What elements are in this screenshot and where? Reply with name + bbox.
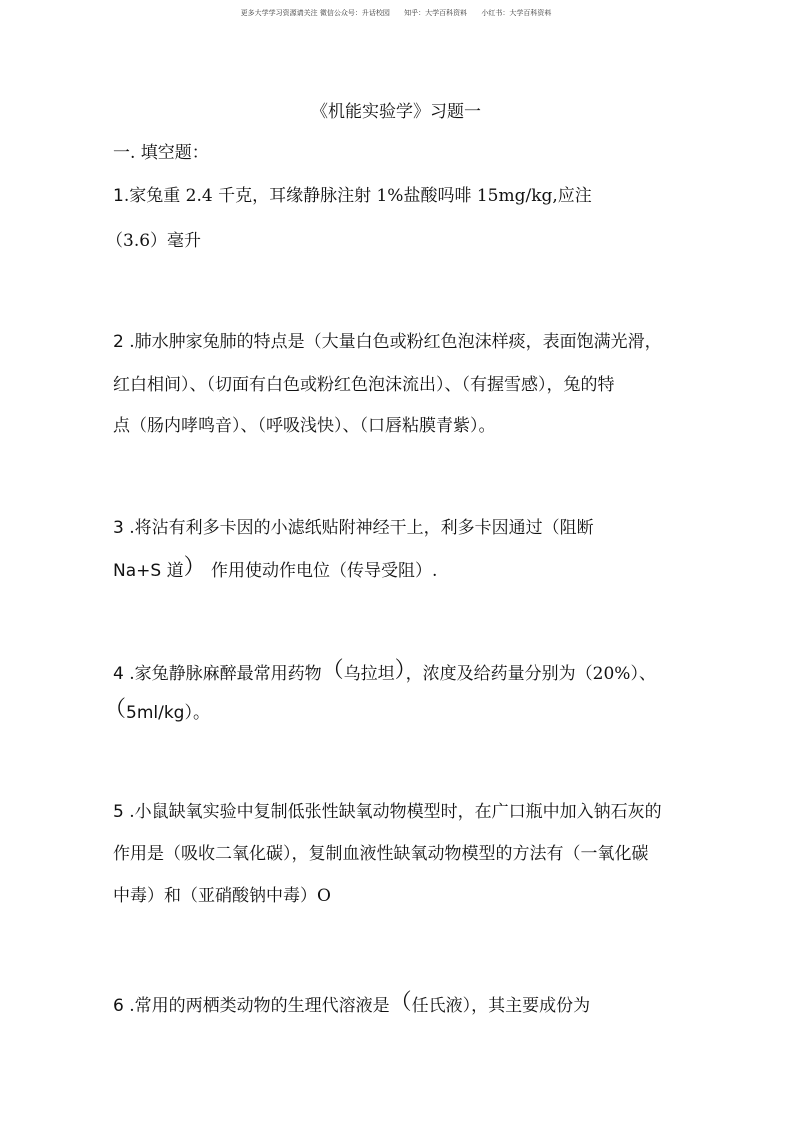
question-5-line-2: 作用是（吸收二氧化碳），复制血液性缺氧动物模型的方法有（一氧化碳 xyxy=(113,844,649,864)
question-2-number: 2 xyxy=(113,332,124,352)
document-title: 《机能实验学》习题一 xyxy=(311,102,481,122)
question-4-line-1 xyxy=(113,653,656,684)
question-3-line-2 xyxy=(113,550,437,581)
question-4-text-1a: .家兔静脉麻醉最常用药物 xyxy=(123,664,322,684)
header-note-zhihu: 知乎：大学百科资料 xyxy=(404,9,468,17)
question-4-number: 4 xyxy=(113,664,124,684)
question-4-drug: 乌拉坦 xyxy=(343,664,395,684)
question-6-open-paren: （ xyxy=(389,990,412,1015)
question-4-line-2-paren: （ xyxy=(104,697,127,722)
question-4-line-2 xyxy=(104,692,210,723)
question-3-number: 3 xyxy=(113,518,124,538)
question-1-line-2: （3.6）毫升 xyxy=(106,231,202,251)
question-3-text-2a: Na+S 道 xyxy=(113,561,184,581)
question-1-number: 1 xyxy=(113,186,124,206)
question-3-text-2b: 作用使动作电位（传导受阻）. xyxy=(205,561,438,581)
question-3-line-1 xyxy=(113,513,594,538)
question-1-line-1 xyxy=(113,181,592,206)
question-1-text-1: .家兔重 2.4 千克，耳缘静脉注射 1%盐酸吗啡 15mg/kg,应注 xyxy=(123,186,592,206)
question-5-number: 5 xyxy=(113,802,124,822)
question-3-text-1: .将沾有利多卡因的小滤纸贴附神经干上，利多卡因通过（阻断 xyxy=(123,518,594,538)
question-2-text-1: .肺水肿家兔肺的特点是（大量白色或粉红色泡沫样痰，表面饱满光滑， xyxy=(123,332,662,352)
header-note-wechat: 更多大学学习资源请关注 微信公众号：升话校园 xyxy=(240,9,390,17)
question-6-text-1a: .常用的两栖类动物的生理代溶液是 xyxy=(123,996,390,1016)
header-note-xiaohongshu: 小红书：大学百科资料 xyxy=(481,9,552,17)
question-4-open-paren: （ xyxy=(321,658,344,683)
question-4-text-1b: ，浓度及给药量分别为（20%）、 xyxy=(405,664,656,684)
page-header-note xyxy=(0,8,792,18)
question-6-text-1b: 任氏液），其主要成份为 xyxy=(411,996,591,1016)
question-6-number: 6 xyxy=(113,996,124,1016)
question-5-line-1 xyxy=(113,797,662,822)
question-2-line-1 xyxy=(113,327,662,352)
question-5-line-3: 中毒）和（亚硝酸钠中毒）O xyxy=(113,886,331,906)
question-2-line-3: 点（肠内哮鸣音）、（呼吸浅快）、（口唇粘膜青紫）。 xyxy=(113,416,496,436)
question-5-text-1: .小鼠缺氧实验中复制低张性缺氧动物模型时，在广口瓶中加入钠石灰的 xyxy=(123,802,662,822)
question-6-line-1 xyxy=(113,985,590,1016)
question-4-close-paren: ） xyxy=(394,658,406,683)
question-4-text-2: 5ml/kg）。 xyxy=(126,703,210,723)
question-2-line-2: 红白相间）、（切面有白色或粉红色泡沫流出）、（有握雪感），兔的特 xyxy=(113,375,615,395)
question-3-close-paren: ） xyxy=(183,555,206,580)
section-heading-fill-in: 一. 填空题： xyxy=(113,143,209,163)
